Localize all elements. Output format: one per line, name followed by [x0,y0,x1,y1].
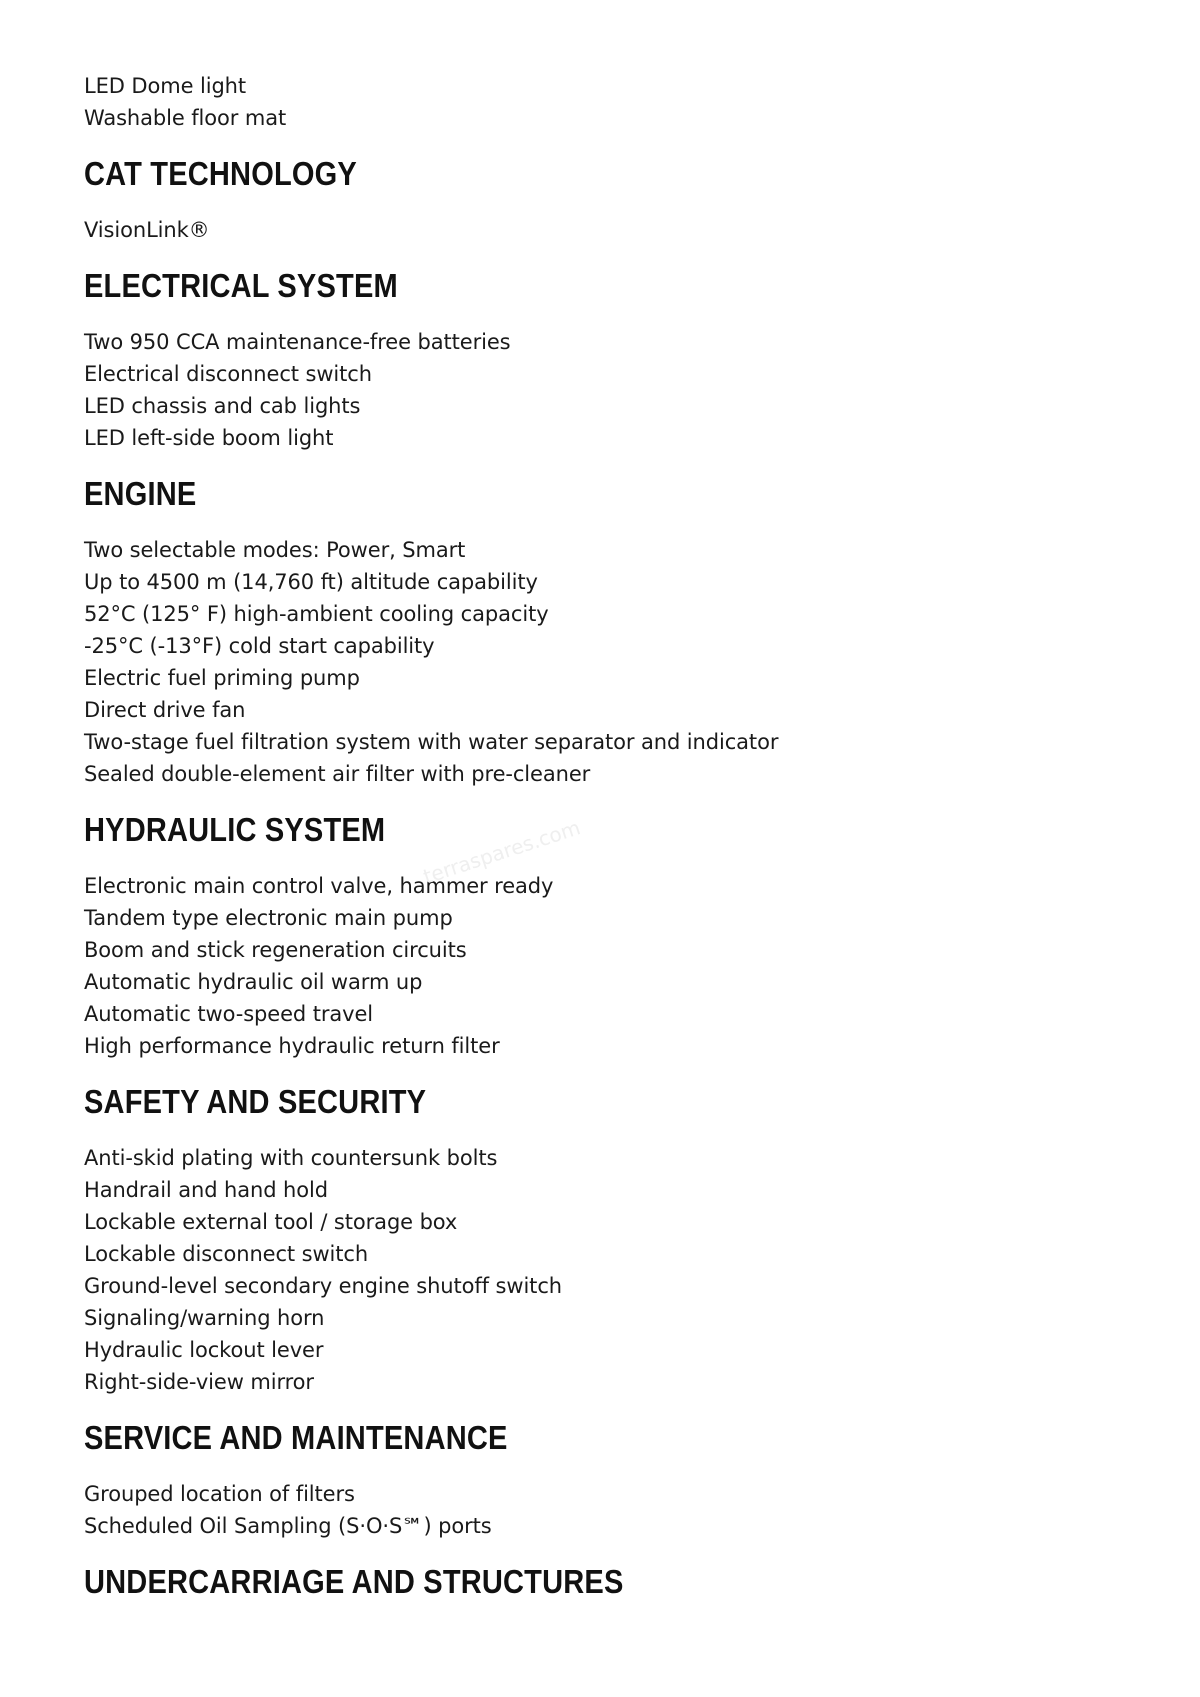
list-item: Boom and stick regeneration circuits [84,938,467,962]
list-item: -25°C (-13°F) cold start capability [84,634,435,658]
item-list [84,534,1124,790]
list-item: LED chassis and cab lights [84,394,361,418]
list-item: Electric fuel priming pump [84,666,360,690]
list-item: Hydraulic lockout lever [84,1338,324,1362]
section-undercarriage-and-structures [84,1562,1124,1602]
list-item: LED Dome light [84,74,247,98]
list-item: Ground-level secondary engine shutoff switch [84,1274,562,1298]
list-item: Electrical disconnect switch [84,362,372,386]
section-cat-technology [84,154,1124,246]
list-item: Two selectable modes: Power, Smart [84,538,466,562]
item-list [84,1142,1124,1398]
list-item: 52°C (125° F) high-ambient cooling capacity [84,602,549,626]
list-item: Automatic two-speed travel [84,1002,374,1026]
list-item: LED left-side boom light [84,426,334,450]
list-item: Washable floor mat [84,106,287,130]
list-item: Tandem type electronic main pump [84,906,453,930]
list-item: Right-side-view mirror [84,1370,314,1394]
list-item: Lockable external tool / storage box [84,1210,458,1234]
list-item: Scheduled Oil Sampling (S·O·S℠) ports [84,1514,492,1538]
section-engine [84,474,1124,790]
list-item: Anti-skid plating with countersunk bolts [84,1146,498,1170]
section-heading: ENGINE [84,475,197,512]
list-item: Signaling/warning horn [84,1306,325,1330]
list-item: Handrail and hand hold [84,1178,328,1202]
list-item: Automatic hydraulic oil warm up [84,970,423,994]
list-item: Up to 4500 m (14,760 ft) altitude capability [84,570,538,594]
item-list [84,1478,1124,1542]
section-heading: ELECTRICAL SYSTEM [84,267,398,304]
item-list [84,326,1124,454]
document-page [84,70,1124,1622]
list-item: Electronic main control valve, hammer ready [84,874,554,898]
watermark: terraspares.com [420,815,584,889]
section-safety-and-security [84,1082,1124,1398]
list-item: Grouped location of filters [84,1482,355,1506]
section-heading: SAFETY AND SECURITY [84,1083,427,1120]
section-electrical-system [84,266,1124,454]
section-heading: CAT TECHNOLOGY [84,155,357,192]
section-heading: HYDRAULIC SYSTEM [84,811,386,848]
section-heading: UNDERCARRIAGE AND STRUCTURES [84,1563,624,1600]
list-item: Two-stage fuel filtration system with water separator and indicator [84,730,779,754]
list-item: Two 950 CCA maintenance-free batteries [84,330,511,354]
list-item: Direct drive fan [84,698,246,722]
list-item: VisionLink® [84,218,210,242]
list-item: Lockable disconnect switch [84,1242,369,1266]
item-list [84,214,1124,246]
list-item: High performance hydraulic return filter [84,1034,500,1058]
section-hydraulic-system [84,810,1124,1062]
item-list [84,870,1124,1062]
section-heading: SERVICE AND MAINTENANCE [84,1419,508,1456]
section-service-and-maintenance [84,1418,1124,1542]
intro-list [84,70,1124,134]
list-item: Sealed double-element air filter with pre-cleaner [84,762,591,786]
